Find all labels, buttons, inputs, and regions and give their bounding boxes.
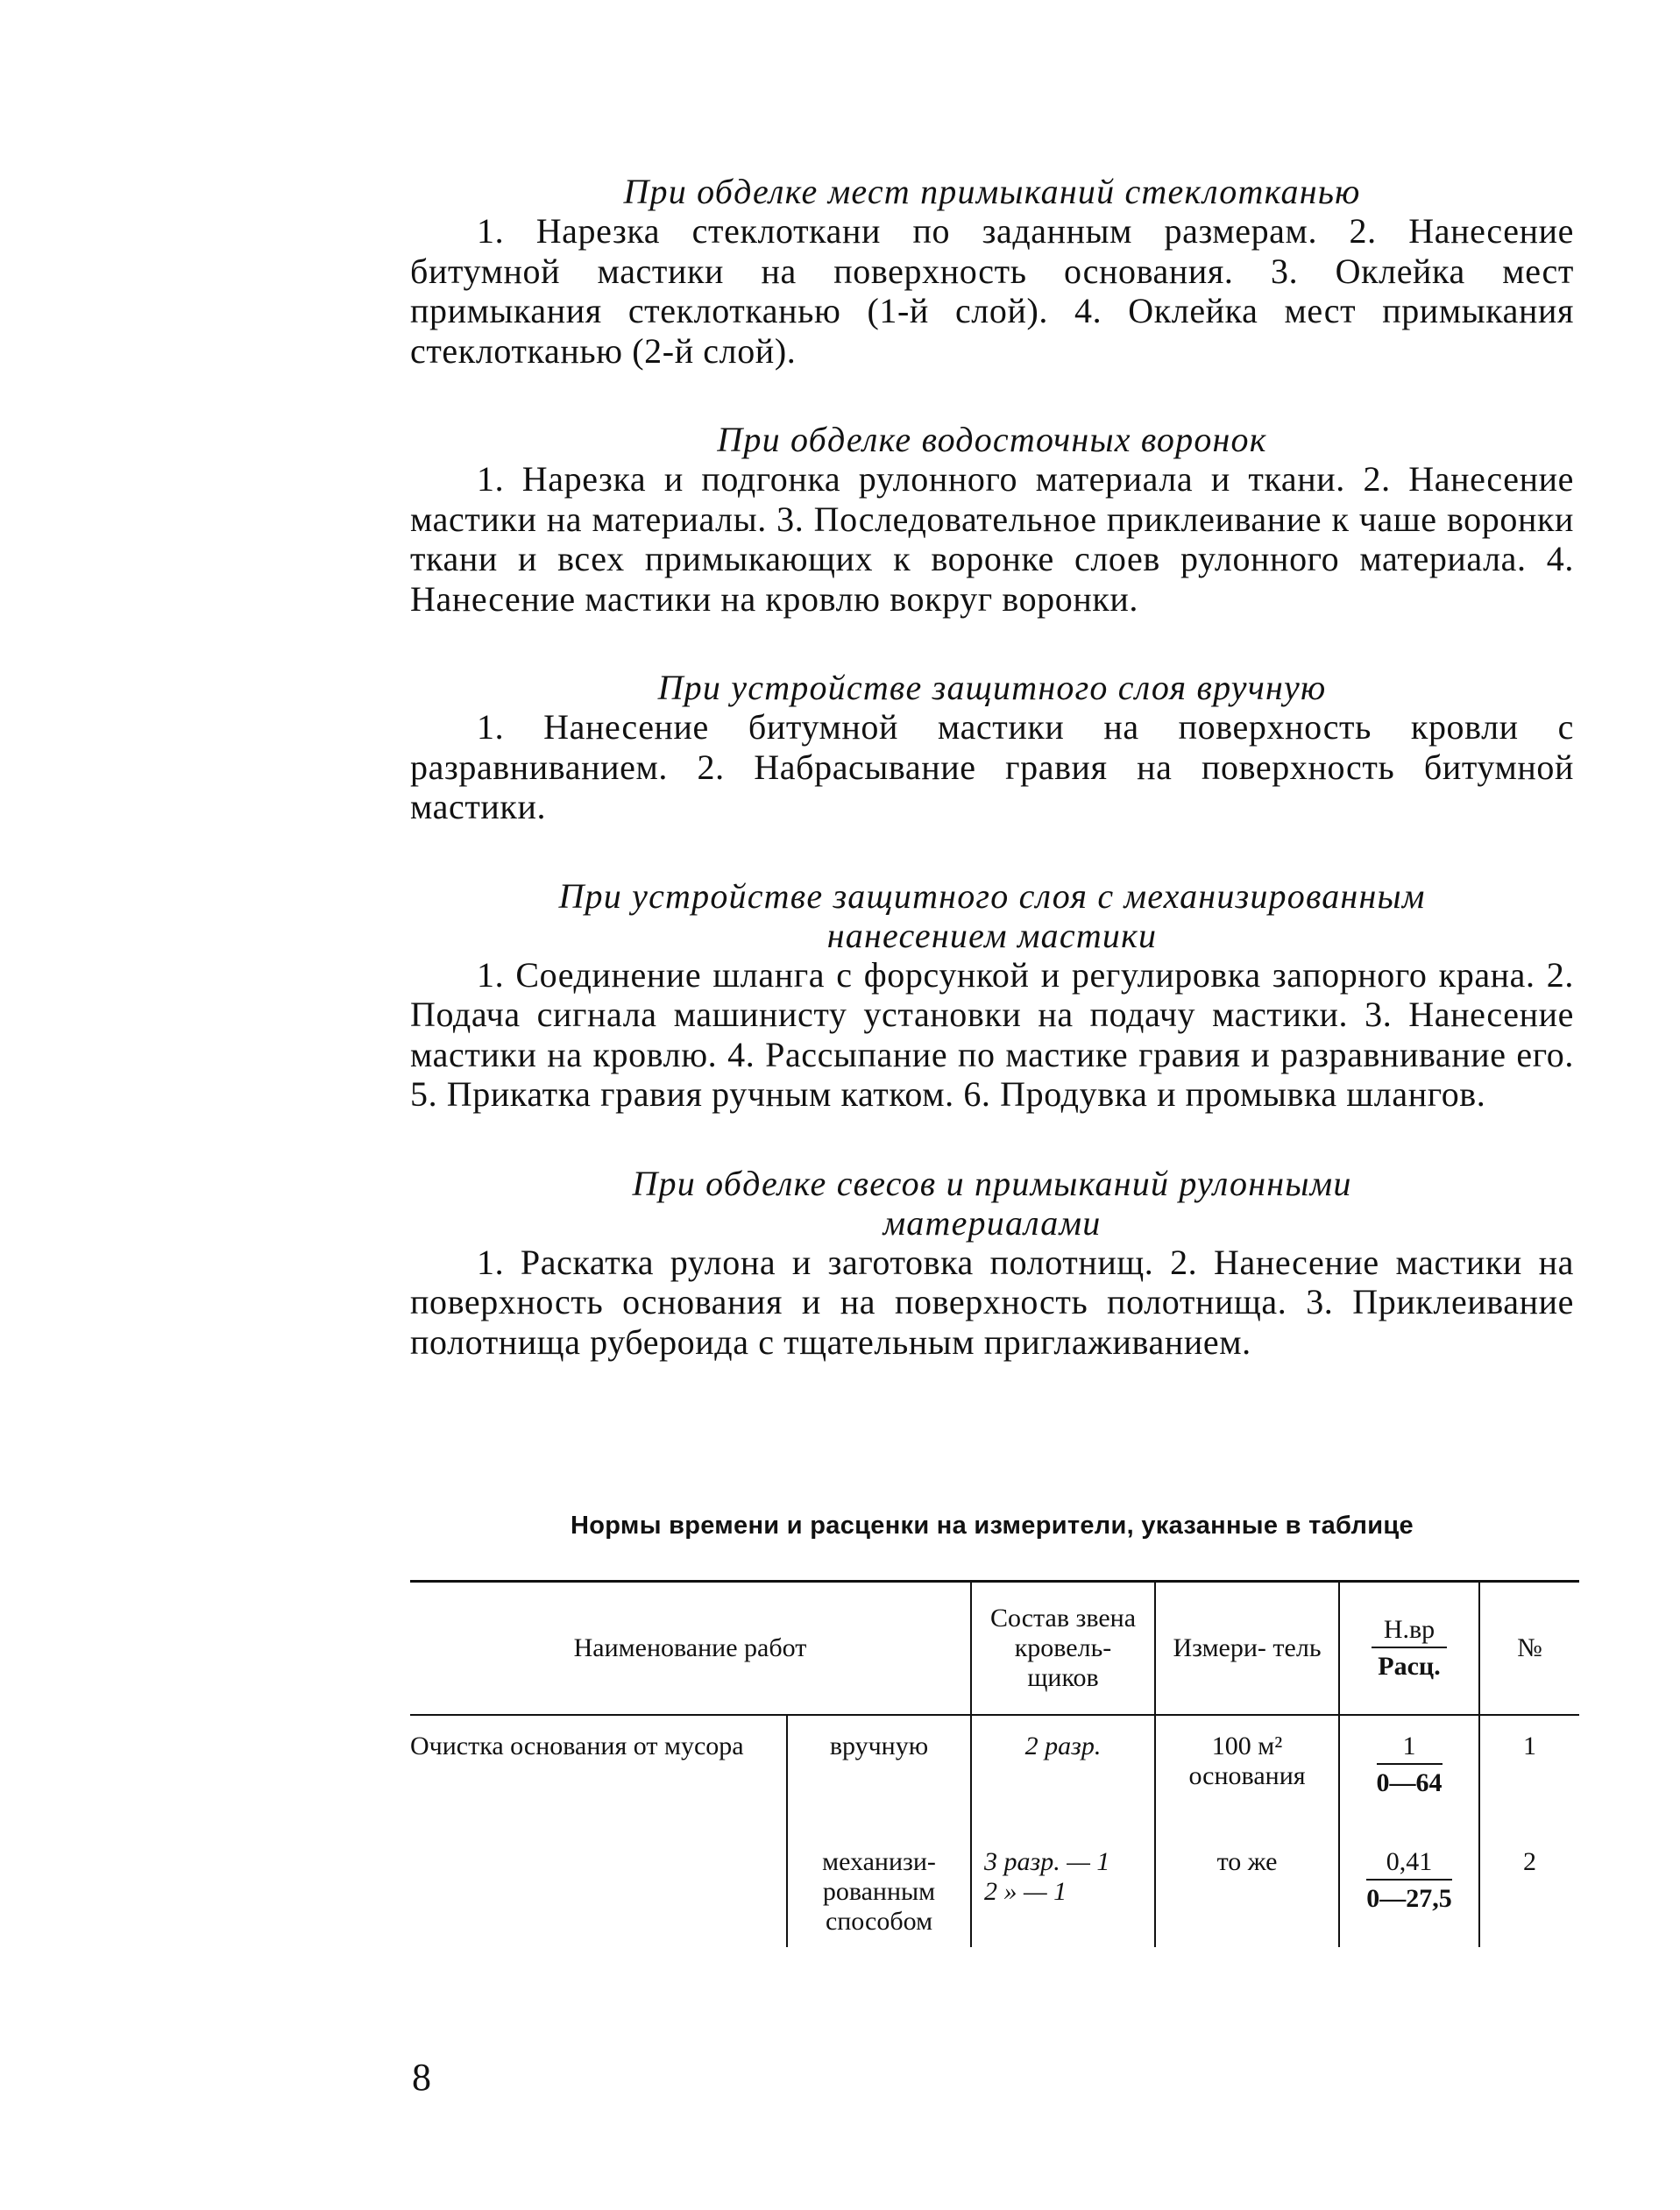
- cell-work: Очистка основания от мусора: [410, 1732, 744, 1760]
- section-title: При устройстве защитного слоя вручную: [657, 668, 1327, 707]
- header-rate: Расц.: [1378, 1652, 1441, 1681]
- section-title: При обделке свесов и примыканий рулонными материалами: [632, 1163, 1352, 1243]
- cell-unit-line1: 100 м²: [1211, 1732, 1283, 1760]
- cell-norm-rate: [1339, 1715, 1479, 1831]
- norms-table: [410, 1580, 1579, 1947]
- cell-crew-line1: 3 разр. — 1: [984, 1847, 1110, 1876]
- header-norm: Н.вр: [1372, 1615, 1447, 1648]
- cell-rate: 0—64: [1376, 1768, 1443, 1797]
- cell-number: 2: [1479, 1831, 1579, 1947]
- cell-norm: 1: [1377, 1732, 1443, 1765]
- cell-unit: то же: [1155, 1831, 1339, 1947]
- section-body: 1. Нарезка стеклоткани по заданным размерам. 2. Нанесение битумной мастики на поверхность основания. 3. Оклейка мест примыкания стеклотканью (1-й слой). 4. Оклейка мест примыкания стеклотканью (2-й слой).: [410, 211, 1574, 371]
- table-title: Нормы времени и расценки на измерители, указанные в таблице: [571, 1512, 1414, 1540]
- section-body: 1. Соединение шланга с форсункой и регулировка запорного крана. 2. Подача сигнала машинисту установки на подачу мастики. 3. Нанесение мастики на кровлю. 4. Рассыпание по мастике гравия и разравнивание его. 5. Прикатка гравия ручным катком. 6. Продувка и промывка шлангов.: [410, 954, 1574, 1114]
- cell-unit: [1155, 1715, 1339, 1831]
- cell-norm: 0,41: [1366, 1847, 1452, 1881]
- cell-method: механизи- рованным способом: [787, 1831, 971, 1947]
- cell-rate: 0—27,5: [1366, 1884, 1452, 1913]
- table-header-row: [410, 1582, 1579, 1716]
- section-body: 1. Нарезка и подгонка рулонного материала и ткани. 2. Нанесение мастики на материалы. 3. Последовательное приклеивание к чаше воронки ткани и всех примыкающих к воронке слоев рулонного материала. 4. Нанесение мастики на кровлю вокруг воронки.: [410, 459, 1574, 619]
- header-crew: Состав звена кровель- щиков: [971, 1582, 1155, 1716]
- table-row: [410, 1831, 1579, 1947]
- section-body: 1. Нанесение битумной мастики на поверхность кровли с разравниванием. 2. Набрасывание гравия на поверхность битумной мастики.: [410, 707, 1574, 826]
- cell-crew-line2: 2 » — 1: [984, 1877, 1067, 1906]
- cell-number: 1: [1479, 1715, 1579, 1831]
- work-descriptions: [410, 172, 1574, 1362]
- header-unit: Измери- тель: [1155, 1582, 1339, 1716]
- cell-crew: [971, 1831, 1155, 1947]
- header-number: №: [1479, 1582, 1579, 1716]
- header-work-name: Наименование работ: [410, 1582, 971, 1716]
- header-norm-rate: [1339, 1582, 1479, 1716]
- section-title: При устройстве защитного слоя с механизированным нанесением мастики: [558, 875, 1426, 955]
- cell-norm-rate: [1339, 1831, 1479, 1947]
- cell-crew: 2 разр.: [971, 1715, 1155, 1831]
- cell-unit-line2: основания: [1188, 1761, 1306, 1790]
- section-title: При обделке водосточных воронок: [717, 420, 1267, 459]
- section-title: При обделке мест примыканий стеклотканью: [623, 172, 1361, 211]
- page-number: 8: [412, 2056, 431, 2099]
- cell-work: [410, 1831, 787, 1947]
- cell-method: вручную: [787, 1715, 971, 1831]
- section-body: 1. Раскатка рулона и заготовка полотнищ. 2. Нанесение мастики на поверхность основания и на поверхность полотнища. 3. Приклеивание полотнища рубероида с тщательным приглаживанием.: [410, 1242, 1574, 1362]
- table-row: [410, 1715, 1579, 1831]
